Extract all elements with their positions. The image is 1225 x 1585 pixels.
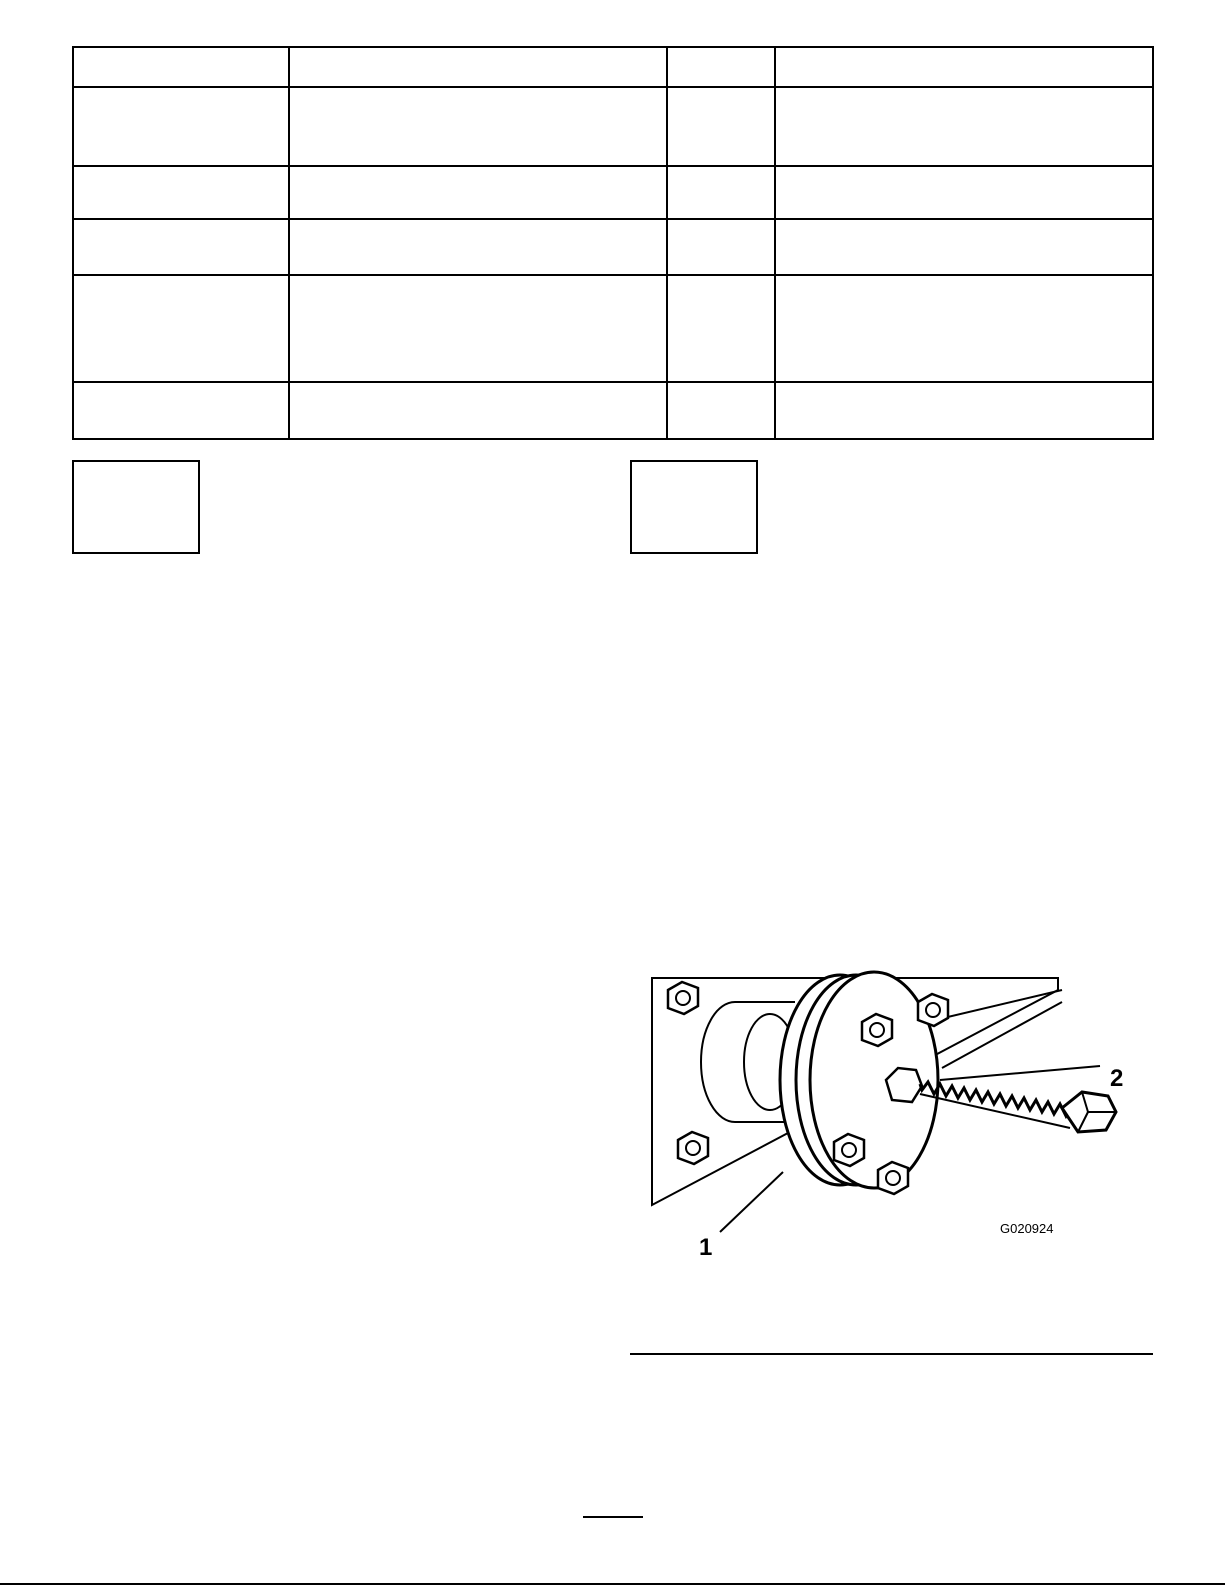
table-cell	[73, 47, 289, 87]
figure-code: G020924	[1000, 1221, 1054, 1236]
flange-nut-bottom-right	[878, 1162, 908, 1194]
table-row	[73, 275, 1153, 382]
leader-line-1	[720, 1172, 783, 1232]
flange-nut-top	[862, 1014, 892, 1046]
table-row	[73, 87, 1153, 166]
table-cell	[667, 47, 775, 87]
table-cell	[73, 87, 289, 166]
panel-nut-top-left	[668, 982, 698, 1014]
safety-icon-box-right	[630, 460, 758, 554]
table-cell	[73, 275, 289, 382]
table-cell	[73, 219, 289, 276]
callout-1: 1	[699, 1234, 713, 1261]
table-cell	[775, 47, 1153, 87]
spec-table	[72, 46, 1154, 440]
table-cell	[289, 219, 667, 276]
table-row	[73, 166, 1153, 219]
page-number-rule	[583, 1516, 643, 1518]
table-cell	[775, 275, 1153, 382]
table-cell	[775, 87, 1153, 166]
callout-2: 2	[1110, 1065, 1124, 1092]
table-cell	[667, 166, 775, 219]
flange-nut-bottom	[834, 1134, 864, 1166]
table-cell	[73, 382, 289, 439]
leader-line-2	[940, 1066, 1100, 1080]
table-cell	[667, 219, 775, 276]
safety-icon-box-left	[72, 460, 200, 554]
flange-nut-top-right	[918, 994, 948, 1026]
table-cell	[775, 219, 1153, 276]
table-header-row	[73, 47, 1153, 87]
table-cell	[289, 275, 667, 382]
coupling-figure	[630, 960, 1150, 1260]
table-row	[73, 219, 1153, 276]
table-cell	[775, 382, 1153, 439]
table-cell	[667, 382, 775, 439]
panel-nut-bottom-left	[678, 1132, 708, 1164]
table-cell	[289, 166, 667, 219]
table-cell	[775, 166, 1153, 219]
coupling-illustration	[630, 960, 1150, 1260]
section-divider	[630, 1353, 1153, 1355]
table-cell	[667, 87, 775, 166]
table-cell	[289, 382, 667, 439]
table-cell	[289, 47, 667, 87]
table-cell	[667, 275, 775, 382]
table-cell	[289, 87, 667, 166]
table-row	[73, 382, 1153, 439]
table-cell	[73, 166, 289, 219]
